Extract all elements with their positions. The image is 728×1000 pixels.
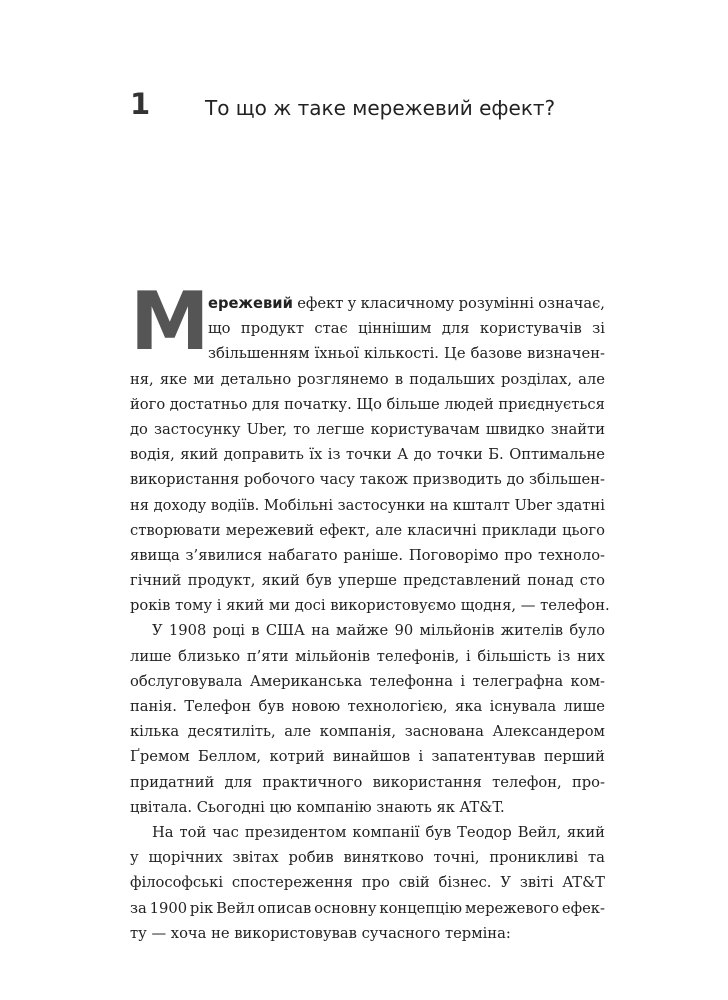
text-line: у щорічних звітах робив винятково точні, проникливі та bbox=[130, 849, 605, 867]
text-line: придатний для практичного використання телефон, про- bbox=[130, 773, 605, 791]
paragraph bbox=[130, 291, 610, 618]
lead-word: ережевий bbox=[208, 295, 293, 312]
text-line: водія, який доправить їх із точки А до точки Б. Оптимальне bbox=[130, 446, 605, 464]
chapter-number: 1 bbox=[130, 87, 151, 121]
text-line: кілька десятиліть, але компанія, заснована Александером bbox=[130, 723, 605, 741]
text-line: ня, яке ми детально розглянемо в подальших розділах, але bbox=[130, 370, 605, 388]
text-line: що продукт стає ціннішим для користувачів зі bbox=[208, 320, 605, 338]
paragraph bbox=[130, 618, 605, 820]
text-line: філософські спостереження про свій бізнес. У звіті AT&T bbox=[130, 874, 605, 892]
chapter-title: То що ж таке мережевий ефект? bbox=[205, 96, 556, 120]
body-text bbox=[130, 291, 610, 946]
text-line: Ґремом Беллом, котрий винайшов і запатентував перший bbox=[130, 748, 605, 766]
drop-cap: М bbox=[130, 275, 210, 368]
text-line: цвітала. Сьогодні цю компанію знають як AT&T. bbox=[130, 798, 505, 816]
text-line: за 1900 рік Вейл описав основну концепцію мережевого ефек- bbox=[130, 899, 605, 917]
text-line: ня доходу водіїв. Мобільні застосунки на кшталт Uber здатні bbox=[130, 496, 605, 514]
text-line: У 1908 році в США на майже 90 мільйонів жителів було bbox=[152, 622, 605, 640]
text-line: На той час президентом компанії був Теодор Вейл, який bbox=[152, 823, 605, 841]
text-line: збільшенням їхньої кількості. Це базове визначен- bbox=[208, 345, 605, 363]
text-line: років тому і який ми досі використовуємо щодня, — телефон. bbox=[130, 597, 610, 615]
text-line: використання робочого часу також призводить до збільшен- bbox=[130, 471, 605, 489]
text-line: ережевий ефект у класичному розумінні означає, bbox=[208, 291, 605, 316]
text-line: обслуговувала Американська телефонна і телеграфна ком- bbox=[130, 672, 605, 690]
text-line: його достатньо для початку. Що більше людей приєднується bbox=[130, 395, 605, 413]
text-line: панія. Телефон був новою технологією, яка існувала лише bbox=[130, 698, 605, 715]
paragraph bbox=[130, 820, 605, 946]
text-line: явища з’явилися набагато раніше. Поговорімо про техноло- bbox=[130, 546, 605, 564]
text-line: до застосунку Uber, то легше користувачам швидко знайти bbox=[130, 420, 605, 438]
text-line: гічний продукт, який був уперше представлений понад сто bbox=[130, 572, 605, 590]
text-line: ту — хоча не використовував сучасного терміна: bbox=[130, 924, 511, 942]
text-line: лише близько п’яти мільйонів телефонів, і більшість із них bbox=[130, 647, 605, 665]
text-line: створювати мережевий ефект, але класичні приклади цього bbox=[130, 521, 605, 539]
